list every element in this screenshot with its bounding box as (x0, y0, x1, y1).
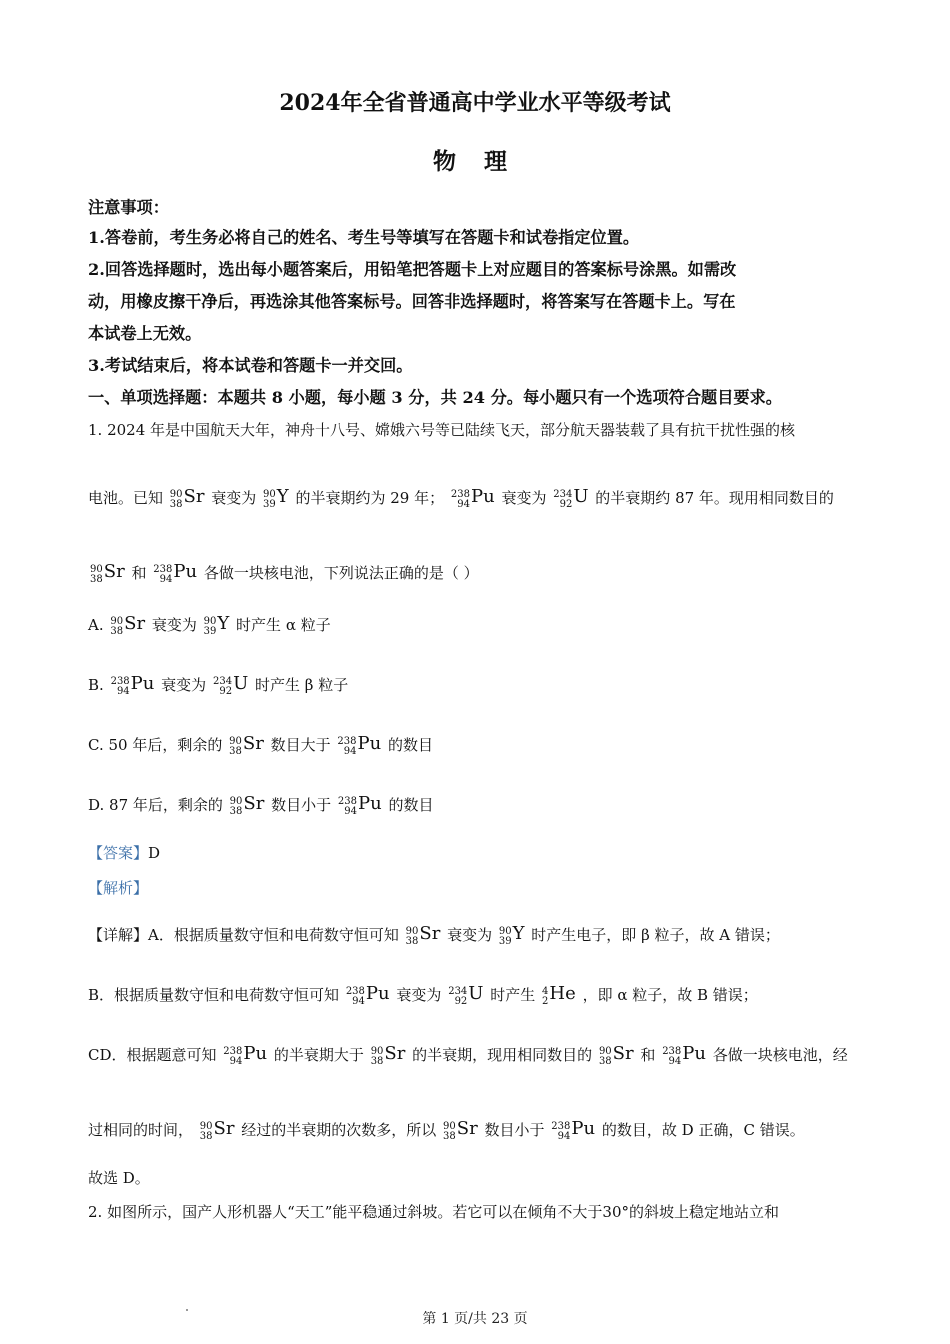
nuclide-sr90: 90 38 Sr (370, 1043, 406, 1067)
detail-b (88, 985, 758, 1007)
nuclide-sr90: 90 38 Sr (110, 613, 146, 637)
text: 衰变为 (161, 676, 207, 694)
text: 过相同的时间， (88, 1121, 194, 1139)
text: 衰变为 (151, 616, 197, 634)
nuclide-pu238: 238 94 Pu (551, 1118, 596, 1142)
analysis-label (88, 878, 148, 898)
detail-cd (88, 1045, 848, 1067)
conclusion: 故选 D。 (88, 1169, 150, 1187)
nuclide-pu238: 238 94 Pu (153, 561, 198, 585)
detail-a (88, 925, 780, 947)
option-label: A. (88, 616, 104, 634)
nuclide-sr90: 90 38 Sr (169, 486, 205, 510)
text: A．根据质量数守恒和电荷数守恒可知 (148, 926, 399, 944)
text: 的半衰期约为 29 年； (295, 489, 445, 507)
q2-stem-line-1: 2. 如图所示，国产人形机器人“天工”能平稳通过斜坡。若它可以在倾角不大于30°的斜坡上稳定地站立和 (88, 1203, 780, 1221)
nuclide-sr90: 90 38 Sr (443, 1118, 478, 1142)
page-footer: 第 1 页/共 23 页 (422, 1311, 528, 1327)
analysis-label-text: 【解析】 (88, 879, 149, 897)
section-heading: 一、单项选择题：本题共 8 小题，每小题 3 分，共 24 分。每小题只有一个选项符合题目要求。 (88, 388, 782, 407)
nuclide-pu238: 238 94 Pu (110, 673, 155, 697)
text: 时产生 α 粒子 (236, 616, 331, 634)
text: 时产生 β 粒子 (255, 676, 349, 694)
text: 的数目 (388, 796, 434, 814)
text: 衰变为 (501, 489, 547, 507)
nuclide-u234: 234 92 U (553, 486, 589, 510)
q1-stem-line-3 (88, 563, 479, 585)
text: 和 (131, 564, 147, 582)
text: 的半衰期大于 (273, 1046, 364, 1064)
text: 的半衰期，现用相同数目的 (412, 1046, 593, 1064)
nuclide-sr90: 90 38 Sr (405, 923, 441, 947)
nuclide-y90: 90 39 Y (263, 486, 289, 510)
nuclide-sr90: 90 38 Sr (90, 561, 125, 585)
notice-item-2-cont2: 本试卷上无效。 (88, 324, 202, 343)
text: 的数目，故 D 正确，C 错误。 (601, 1121, 805, 1139)
text: 数目大于 (270, 736, 331, 754)
text: 经过的半衰期的次数多，所以 (241, 1121, 437, 1139)
exam-title: 2024年全省普通高中学业水平等级考试 (279, 90, 671, 116)
nuclide-pu238: 238 94 Pu (223, 1043, 268, 1067)
detail-cd-cont (88, 1120, 805, 1142)
text: CD．根据题意可知 (88, 1046, 217, 1064)
nuclide-pu238: 238 94 Pu (337, 733, 382, 757)
option-label: B. (88, 676, 104, 694)
nuclide-sr90: 90 38 Sr (229, 793, 265, 817)
notice-heading: 注意事项： (88, 198, 169, 217)
q1-stem-line-2 (88, 488, 834, 510)
text: 和 (640, 1046, 656, 1064)
nuclide-sr90: 90 38 Sr (598, 1043, 634, 1067)
notice-item-3: 3.考试结束后，将本试卷和答题卡一并交回。 (88, 356, 413, 375)
nuclide-u234: 234 92 U (212, 673, 249, 697)
nuclide-pu238: 238 94 Pu (345, 983, 390, 1007)
text: B．根据质量数守恒和电荷数守恒可知 (88, 986, 340, 1004)
text: 的半衰期约 87 年。现用相同数目的 (595, 489, 834, 507)
detail-label: 【详解】 (88, 926, 149, 944)
answer-label: 【答案】 (88, 844, 149, 862)
answer-value: D (148, 844, 161, 862)
text: 电池。已知 (88, 489, 164, 507)
subject-title: 物 理 (432, 148, 517, 175)
q1-option-b[interactable] (88, 675, 348, 697)
q1-option-d[interactable] (88, 795, 434, 817)
text: 时产生 (490, 986, 536, 1004)
nuclide-y90: 90 39 Y (203, 613, 230, 637)
text: 衰变为 (396, 986, 442, 1004)
nuclide-sr90: 90 38 Sr (229, 733, 264, 757)
notice-item-2: 2.回答选择题时，选出每小题答案后，用铅笔把答题卡上对应题目的答案标号涂黑。如需改 (88, 260, 737, 279)
notice-item-1: 1.答卷前，考生务必将自己的姓名、考生号等填写在答题卡和试卷指定位置。 (88, 228, 640, 247)
nuclide-u234: 234 92 U (448, 983, 484, 1007)
text: 数目小于 (484, 1121, 545, 1139)
text: ，即 α 粒子，故 B 错误； (582, 986, 758, 1004)
option-label: D. 87 年后，剩余的 (88, 796, 223, 814)
text: 衰变为 (211, 489, 257, 507)
nuclide-pu238: 238 94 Pu (450, 486, 495, 510)
nuclide-he4: 4 2 He (542, 983, 576, 1007)
notice-item-2-cont: 动，用橡皮擦干净后，再选涂其他答案标号。回答非选择题时，将答案写在答题卡上。写在 (88, 292, 736, 311)
text: 的数目 (387, 736, 433, 754)
text: 时产生电子，即 β 粒子，故 A 错误； (531, 926, 780, 944)
nuclide-pu238: 238 94 Pu (337, 793, 382, 817)
option-label: C. 50 年后，剩余的 (88, 736, 223, 754)
text: 各做一块核电池，下列说法正确的是（ ） (203, 564, 479, 582)
nuclide-sr90: 90 38 Sr (199, 1118, 235, 1142)
q1-option-c[interactable] (88, 735, 433, 757)
q1-stem-line-1: 1. 2024 年是中国航天大年，神舟十八号、嫦娥六号等已陆续飞天，部分航天器装载了具有抗干扰性强的核 (88, 421, 796, 439)
text: 数目小于 (271, 796, 332, 814)
answer-line (88, 843, 160, 863)
text: 衰变为 (447, 926, 493, 944)
q1-option-a[interactable] (88, 615, 331, 637)
nuclide-pu238: 238 94 Pu (662, 1043, 706, 1067)
text: 各做一块核电池，经 (712, 1046, 848, 1064)
nuclide-y90: 90 39 Y (498, 923, 525, 947)
